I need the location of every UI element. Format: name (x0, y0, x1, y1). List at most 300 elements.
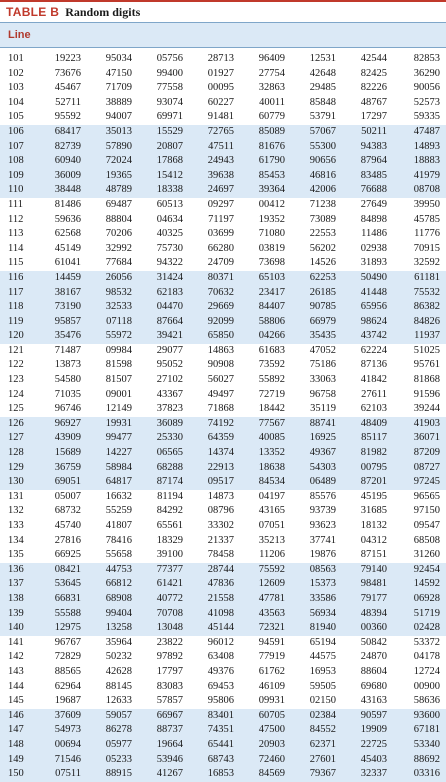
digit-group: 42006 (291, 183, 342, 198)
digit-group: 57067 (291, 125, 342, 140)
digit-group: 60779 (258, 111, 285, 123)
digit-group: 54973 (40, 723, 87, 738)
table-row (0, 577, 446, 592)
table-row (0, 709, 446, 724)
digit-group: 61181 (393, 271, 446, 286)
table-row (0, 417, 446, 432)
digit-group: 83401 (189, 709, 240, 724)
digit-group: 95052 (156, 359, 183, 371)
table-row (0, 183, 446, 198)
digit-group: 53372 (413, 636, 440, 648)
digit-group: 05756 (156, 53, 183, 64)
digit-group: 02428 (393, 621, 446, 636)
line-number: 129 (0, 461, 40, 476)
digit-group: 71487 (54, 344, 81, 356)
table-row (0, 767, 446, 782)
digit-group: 68417 (40, 125, 87, 140)
digit-group: 88692 (393, 753, 446, 768)
line-number: 119 (0, 315, 40, 330)
line-number: 139 (0, 607, 40, 622)
digit-group: 87209 (393, 446, 446, 461)
table-row (0, 271, 446, 286)
digit-group: 88804 (105, 213, 132, 225)
digit-group: 90597 (342, 709, 393, 724)
digit-group: 54303 (291, 461, 342, 476)
table-row (0, 519, 446, 534)
digit-group: 24943 (189, 154, 240, 169)
digit-group: 70632 (189, 286, 240, 301)
line-number: 102 (8, 67, 24, 79)
digit-group: 14893 (393, 140, 446, 155)
line-number: 111 (8, 198, 23, 210)
digit-group: 15412 (138, 169, 189, 184)
digit-group: 08708 (393, 183, 446, 198)
digit-group: 07051 (258, 520, 285, 531)
digit-group: 18442 (258, 403, 285, 415)
digit-group: 13352 (240, 446, 291, 461)
digit-group: 32992 (105, 242, 132, 254)
digit-group: 90785 (291, 300, 342, 315)
digit-group: 66280 (207, 242, 234, 254)
digit-group: 14863 (207, 344, 234, 356)
digit-group: 32863 (258, 82, 285, 94)
line-number: 125 (8, 403, 24, 415)
digit-group: 64817 (87, 475, 138, 490)
digit-group: 40772 (138, 592, 189, 607)
line-number: 121 (8, 344, 24, 356)
digit-group: 72321 (240, 621, 291, 636)
digit-group: 39244 (413, 403, 440, 415)
digit-group: 42628 (105, 665, 132, 677)
digit-group: 23822 (156, 636, 183, 648)
digit-group: 12609 (240, 577, 291, 592)
digit-group: 90908 (207, 359, 234, 371)
digit-group: 03699 (207, 228, 234, 240)
digit-group: 50232 (105, 651, 132, 663)
digit-group: 93074 (156, 96, 183, 108)
digit-group: 71080 (258, 228, 285, 240)
digit-group: 45195 (360, 490, 387, 502)
digit-group: 56934 (291, 607, 342, 622)
digit-group: 36759 (40, 461, 87, 476)
digit-group: 81486 (54, 198, 81, 210)
digit-group: 71238 (309, 198, 336, 210)
digit-group: 16953 (309, 665, 336, 677)
digit-group: 95034 (105, 53, 132, 64)
digit-group: 09001 (105, 388, 132, 400)
digit-group: 55658 (105, 549, 132, 561)
table-row (0, 256, 446, 271)
digit-group: 61683 (258, 344, 285, 356)
digit-group: 39950 (413, 198, 440, 210)
digit-group: 32337 (342, 767, 393, 782)
digit-group: 09547 (413, 520, 440, 531)
digit-group: 37741 (309, 534, 336, 546)
digit-group: 39421 (138, 329, 189, 344)
digit-group: 41842 (360, 374, 387, 386)
digit-group: 45403 (342, 753, 393, 768)
digit-group: 79177 (342, 592, 393, 607)
line-number: 131 (8, 490, 24, 502)
line-number: 128 (0, 446, 40, 461)
digit-group: 78416 (105, 534, 132, 546)
digit-group: 39364 (240, 183, 291, 198)
digit-group: 71868 (207, 403, 234, 415)
digit-group: 11486 (361, 228, 387, 240)
digit-group: 23417 (240, 286, 291, 301)
digit-group: 40011 (259, 96, 285, 108)
digit-group: 13873 (54, 359, 81, 371)
digit-group: 08796 (207, 505, 234, 517)
digit-group: 09984 (105, 344, 132, 356)
digit-group: 62103 (360, 403, 387, 415)
line-number: 116 (0, 271, 40, 286)
digit-group: 50490 (342, 271, 393, 286)
digit-group: 05233 (87, 753, 138, 768)
digit-group: 11776 (414, 228, 440, 240)
digit-group: 47487 (393, 125, 446, 140)
table-row (0, 300, 446, 315)
table-row (0, 213, 446, 228)
line-number: 149 (0, 753, 40, 768)
digit-group: 35435 (291, 329, 342, 344)
line-number: 120 (0, 329, 40, 344)
digit-group: 87201 (342, 475, 393, 490)
digit-group: 94383 (342, 140, 393, 155)
table-row (0, 242, 446, 257)
digit-group: 26185 (291, 286, 342, 301)
digit-group: 55259 (105, 505, 132, 517)
digit-group: 70708 (138, 607, 189, 622)
digit-group: 49376 (207, 665, 234, 677)
line-number: 148 (0, 738, 40, 753)
line-number: 141 (8, 636, 24, 648)
digit-group: 03316 (393, 767, 446, 782)
line-number: 134 (8, 534, 24, 546)
digit-group: 68288 (138, 461, 189, 476)
digit-group: 58806 (240, 315, 291, 330)
digit-group: 05977 (87, 738, 138, 753)
digit-group: 40085 (240, 431, 291, 446)
digit-group: 03819 (258, 242, 285, 254)
digit-group: 64359 (189, 431, 240, 446)
digit-group: 18132 (360, 520, 387, 531)
line-number: 145 (8, 695, 24, 707)
line-number: 143 (8, 665, 24, 677)
digit-group: 48409 (342, 417, 393, 432)
table-name: Random digits (65, 4, 141, 19)
table-row (0, 344, 446, 359)
digit-group: 94007 (105, 111, 132, 123)
digit-group: 83083 (156, 680, 183, 692)
digit-group: 45740 (54, 520, 81, 531)
line-number: 114 (8, 242, 24, 254)
table-row (0, 169, 446, 184)
digit-group: 19687 (54, 695, 81, 707)
digit-group: 36009 (40, 169, 87, 184)
digit-group: 62371 (291, 738, 342, 753)
line-number: 105 (8, 111, 24, 123)
digit-group: 75532 (393, 286, 446, 301)
digit-group: 61790 (240, 154, 291, 169)
digit-group: 13048 (138, 621, 189, 636)
digit-group: 78458 (207, 549, 234, 561)
digit-group: 41903 (393, 417, 446, 432)
digit-group: 57890 (87, 140, 138, 155)
digit-group: 55588 (40, 607, 87, 622)
digit-group: 59505 (309, 680, 336, 692)
digit-group: 85576 (309, 490, 336, 502)
digit-group: 65441 (189, 738, 240, 753)
digit-group: 65956 (342, 300, 393, 315)
digit-group: 05007 (54, 490, 81, 502)
digit-group: 73190 (40, 300, 87, 315)
digit-group: 84292 (156, 505, 183, 517)
line-number: 113 (8, 228, 24, 240)
table-row (0, 431, 446, 446)
digit-group: 88737 (138, 723, 189, 738)
digit-group: 69487 (105, 198, 132, 210)
digit-group: 18883 (393, 154, 446, 169)
digit-group: 17868 (138, 154, 189, 169)
digit-group: 20807 (138, 140, 189, 155)
digit-group: 95761 (413, 359, 440, 371)
digit-group: 82853 (413, 53, 440, 64)
digit-group: 37609 (40, 709, 87, 724)
digit-group: 20903 (240, 738, 291, 753)
digit-group: 06928 (393, 592, 446, 607)
digit-group: 14526 (309, 257, 336, 269)
digit-group: 81982 (342, 446, 393, 461)
digit-group: 88915 (87, 767, 138, 782)
digit-group: 24709 (207, 257, 234, 269)
digit-group: 47781 (240, 592, 291, 607)
line-number: 133 (8, 520, 24, 531)
digit-group: 96409 (258, 53, 285, 64)
digit-group: 98532 (87, 286, 138, 301)
digit-group: 43165 (258, 505, 285, 517)
digit-group: 53946 (138, 753, 189, 768)
table-row (0, 154, 446, 169)
digit-group: 91596 (413, 388, 440, 400)
digit-group: 73698 (258, 257, 285, 269)
digit-group: 75592 (240, 563, 291, 578)
digit-group: 53340 (393, 738, 446, 753)
digit-group: 82226 (360, 82, 387, 94)
digit-group: 85089 (240, 125, 291, 140)
line-number: 110 (0, 183, 40, 198)
digit-group: 61041 (54, 257, 81, 269)
digit-group: 25330 (138, 431, 189, 446)
digit-group: 75730 (156, 242, 183, 254)
digit-group: 83485 (342, 169, 393, 184)
digit-group: 19664 (138, 738, 189, 753)
digit-group: 17297 (360, 111, 387, 123)
digit-group: 02384 (291, 709, 342, 724)
digit-group: 12531 (309, 53, 336, 64)
digit-group: 18638 (240, 461, 291, 476)
digit-group: 77919 (258, 651, 285, 663)
line-number: 103 (8, 82, 24, 94)
digit-group: 09297 (207, 198, 234, 210)
digit-group: 19365 (87, 169, 138, 184)
digit-group: 47511 (189, 140, 240, 155)
line-number: 147 (0, 723, 40, 738)
digit-group: 35964 (105, 636, 132, 648)
digit-group: 92454 (393, 563, 446, 578)
digit-group: 69453 (207, 680, 234, 692)
table-row (0, 607, 446, 622)
digit-group: 96746 (54, 403, 81, 415)
digit-group: 24697 (189, 183, 240, 198)
digit-group: 00412 (258, 198, 285, 210)
digit-group: 35119 (310, 403, 336, 415)
digit-group: 41979 (393, 169, 446, 184)
digit-group: 96758 (309, 388, 336, 400)
digit-group: 86278 (87, 723, 138, 738)
digit-group: 68908 (87, 592, 138, 607)
table-row (0, 548, 446, 563)
digit-group: 72719 (258, 388, 285, 400)
line-number: 130 (0, 475, 40, 490)
digit-group: 59636 (54, 213, 81, 225)
digit-group: 76688 (342, 183, 393, 198)
digit-group: 77558 (156, 82, 183, 94)
digit-group: 50842 (360, 636, 387, 648)
digit-group: 47150 (105, 67, 132, 79)
table-row (0, 461, 446, 476)
digit-group: 50211 (342, 125, 393, 140)
table-row (0, 753, 446, 768)
digit-group: 29485 (309, 82, 336, 94)
digit-group: 12975 (40, 621, 87, 636)
digit-group: 43742 (342, 329, 393, 344)
digit-group: 02150 (309, 695, 336, 707)
digit-group: 79367 (291, 767, 342, 782)
line-number: 123 (8, 374, 24, 386)
digit-group: 56202 (309, 242, 336, 254)
table-row (0, 650, 446, 665)
digit-group: 27611 (361, 388, 387, 400)
digit-group: 95592 (54, 111, 81, 123)
table-row (0, 665, 446, 680)
digit-group: 45785 (413, 213, 440, 225)
digit-group: 75186 (309, 359, 336, 371)
digit-group: 27102 (156, 374, 183, 386)
table-row (0, 96, 446, 111)
digit-group: 11206 (259, 549, 285, 561)
digit-group: 00694 (40, 738, 87, 753)
table-row (0, 534, 446, 549)
digit-group: 53645 (40, 577, 87, 592)
digit-group: 18329 (156, 534, 183, 546)
table-row (0, 358, 446, 373)
table-row (0, 636, 446, 651)
line-number: 117 (0, 286, 40, 301)
digit-group: 65103 (240, 271, 291, 286)
digit-group: 39638 (189, 169, 240, 184)
digit-group: 14592 (393, 577, 446, 592)
line-number: 150 (0, 767, 40, 782)
digit-group: 09931 (258, 695, 285, 707)
digit-group: 29669 (189, 300, 240, 315)
digit-group: 85848 (309, 96, 336, 108)
digit-group: 72460 (240, 753, 291, 768)
digit-group: 87174 (138, 475, 189, 490)
line-number: 124 (8, 388, 24, 400)
line-number: 135 (8, 549, 24, 561)
table-row (0, 446, 446, 461)
digit-group: 81676 (240, 140, 291, 155)
digit-group: 38889 (105, 96, 132, 108)
digit-group: 69051 (40, 475, 87, 490)
table-row (0, 125, 446, 140)
digit-group: 47500 (240, 723, 291, 738)
digit-group: 72024 (87, 154, 138, 169)
digit-group: 00095 (207, 82, 234, 94)
table-row (0, 227, 446, 242)
digit-group: 55972 (87, 329, 138, 344)
line-number: 138 (0, 592, 40, 607)
digit-group: 27754 (258, 67, 285, 79)
digit-group: 71709 (105, 82, 132, 94)
line-column-header: Line (8, 29, 31, 41)
digit-group: 27816 (54, 534, 81, 546)
digit-group: 49497 (207, 388, 234, 400)
table-row (0, 315, 446, 330)
digit-group: 87151 (360, 549, 387, 561)
digit-group: 13258 (87, 621, 138, 636)
digit-group: 35213 (258, 534, 285, 546)
digit-group: 12724 (413, 665, 440, 677)
digit-group: 77684 (105, 257, 132, 269)
table-row (0, 373, 446, 388)
line-number: 127 (0, 431, 40, 446)
digit-group: 58984 (87, 461, 138, 476)
digit-group: 72829 (54, 651, 81, 663)
digit-group: 84534 (240, 475, 291, 490)
digit-group: 54580 (54, 374, 81, 386)
digit-group: 73089 (309, 213, 336, 225)
digit-group: 66925 (54, 549, 81, 561)
digit-group: 82739 (40, 140, 87, 155)
digit-group: 14873 (207, 490, 234, 502)
table-row (0, 81, 446, 96)
digit-group: 37823 (156, 403, 183, 415)
digit-group: 94322 (156, 257, 183, 269)
line-number: 112 (8, 213, 24, 225)
line-number: 140 (0, 621, 40, 636)
digit-group: 85117 (342, 431, 393, 446)
digit-group: 04312 (360, 534, 387, 546)
digit-group: 33063 (309, 374, 336, 386)
digit-group: 08727 (393, 461, 446, 476)
table-row (0, 694, 446, 709)
digit-group: 66979 (291, 315, 342, 330)
digit-group: 84569 (240, 767, 291, 782)
digit-group: 58636 (413, 695, 440, 707)
table-row (0, 475, 446, 490)
digit-group: 93600 (393, 709, 446, 724)
digit-group: 52573 (413, 96, 440, 108)
digit-group: 62253 (291, 271, 342, 286)
digit-group: 59335 (413, 111, 440, 123)
line-number: 122 (8, 359, 24, 371)
digit-group: 09517 (189, 475, 240, 490)
digit-group: 66967 (138, 709, 189, 724)
digit-group: 62224 (360, 344, 387, 356)
digit-group: 95806 (207, 695, 234, 707)
